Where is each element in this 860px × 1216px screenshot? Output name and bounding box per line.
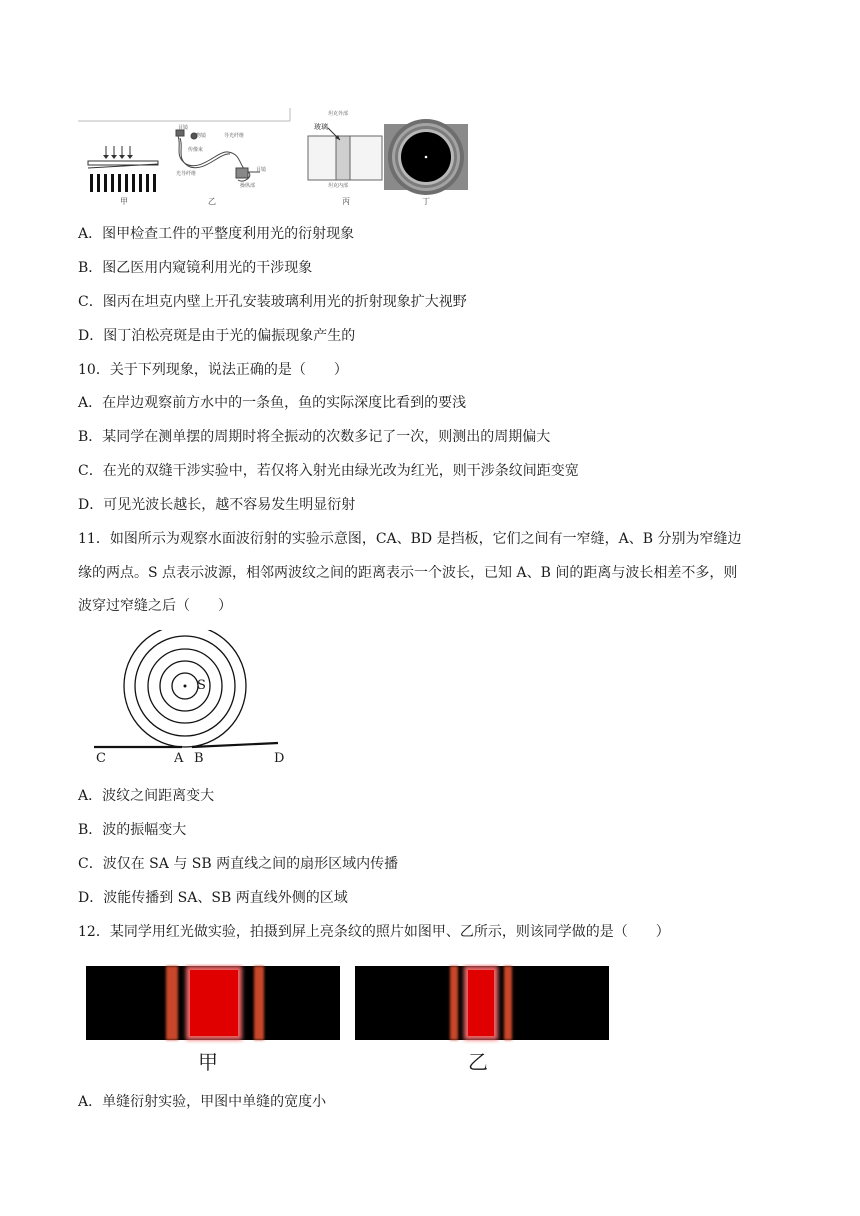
caption-jia: 甲 xyxy=(120,197,128,206)
yi-label-7: 目镜 xyxy=(256,167,267,173)
yi-side-fringe-right xyxy=(504,966,512,1040)
q12-stem: 12．某同学用红光做实验，拍摄到屏上亮条纹的照片如图甲、乙所示，则该同学做的是（ ） xyxy=(78,924,670,940)
yi-central-fringe xyxy=(468,970,494,1036)
q10-stem: 10．关于下列现象，说法正确的是（ ） xyxy=(78,362,348,378)
q12-fringe-photos xyxy=(86,964,610,1080)
label-a: A xyxy=(174,751,184,766)
jia-central-fringe xyxy=(190,970,238,1036)
q11-wave-diagram xyxy=(90,630,300,770)
photo-jia xyxy=(86,966,340,1040)
yi-label-5: 光导纤维 xyxy=(176,171,197,177)
q11-option-c: C．波仅在 SA 与 SB 两直线之间的扇形区域内传播 xyxy=(78,856,399,872)
q9-option-a: A．图甲检查工件的平整度利用光的衍射现象 xyxy=(78,226,355,242)
q11-option-d: D．波能传播到 SA、SB 两直线外侧的区域 xyxy=(78,890,348,906)
yi-label-3: 导光纤维 xyxy=(224,133,245,139)
label-s: S xyxy=(197,678,206,693)
q11-stem-line-3: 波穿过窄缝之后（ ） xyxy=(78,598,232,614)
q11-option-b: B．波的振幅变大 xyxy=(78,822,187,838)
q12-option-a: A．单缝衍射实验，甲图中单缝的宽度小 xyxy=(78,1094,327,1110)
q10-option-c: C．在光的双缝干涉实验中，若仅将入射光由绿光改为红光，则干涉条纹间距变宽 xyxy=(78,463,579,479)
q11-stem-line-1: 11．如图所示为观察水面波衍射的实验示意图，CA、BD 是挡板，它们之间有一窄缝，A、B 分别为窄缝边 xyxy=(78,531,742,547)
yi-label-4: 传像束 xyxy=(188,147,204,153)
source-point xyxy=(184,685,187,688)
caption-yi: 乙 xyxy=(208,197,216,206)
caption-photo-yi: 乙 xyxy=(468,1050,488,1074)
yi-side-fringe-left xyxy=(450,966,458,1040)
q12-fringe-svg xyxy=(86,964,610,1044)
q11-option-a: A．波纹之间距离变大 xyxy=(78,788,215,804)
photo-yi xyxy=(355,966,609,1040)
figure-ding-poisson-spot xyxy=(384,119,468,195)
q9-option-b: B．图乙医用内窥镜利用光的干涉现象 xyxy=(78,260,313,276)
bing-label-glass: 玻璃 xyxy=(314,123,328,131)
caption-ding: 丁 xyxy=(422,197,430,206)
label-d: D xyxy=(274,751,285,766)
caption-bing: 丙 xyxy=(342,197,350,206)
yi-label-1: 目镜 xyxy=(178,125,189,131)
yi-label-6: 操纵部 xyxy=(240,183,256,189)
q10-option-d: D．可见光波长越长，越不容易发生明显衍射 xyxy=(78,497,356,513)
q11-wave-svg xyxy=(90,630,300,770)
caption-photo-jia: 甲 xyxy=(198,1050,218,1074)
jia-side-fringe-left xyxy=(166,966,178,1040)
yi-label-2: 物镜 xyxy=(196,133,207,139)
q9-option-c: C．图丙在坦克内壁上开孔安装玻璃利用光的折射现象扩大视野 xyxy=(78,294,467,310)
jia-side-fringe-right xyxy=(254,966,264,1040)
label-b: B xyxy=(194,751,204,766)
figure-bing-tank xyxy=(308,128,382,180)
q9-figure-row xyxy=(78,106,478,210)
q11-stem-line-2: 缘的两点。S 点表示波源，相邻两波纹之间的距离表示一个波长，已知 A、B 间的距离与波长相差不多，则 xyxy=(78,565,738,581)
q10-option-a: A．在岸边观察前方水中的一条鱼，鱼的实际深度比看到的要浅 xyxy=(78,395,467,411)
bing-label-inside: 坦克内部 xyxy=(328,183,349,189)
label-c: C xyxy=(96,751,106,766)
bing-label-outside: 坦克外部 xyxy=(328,111,349,117)
q9-figures xyxy=(78,106,478,210)
q9-option-d: D．图丁泊松亮斑是由于光的偏振现象产生的 xyxy=(78,328,356,344)
q10-option-b: B．某同学在测单摆的周期时将全振动的次数多记了一次，则测出的周期偏大 xyxy=(78,429,551,445)
figure-jia xyxy=(88,146,158,192)
